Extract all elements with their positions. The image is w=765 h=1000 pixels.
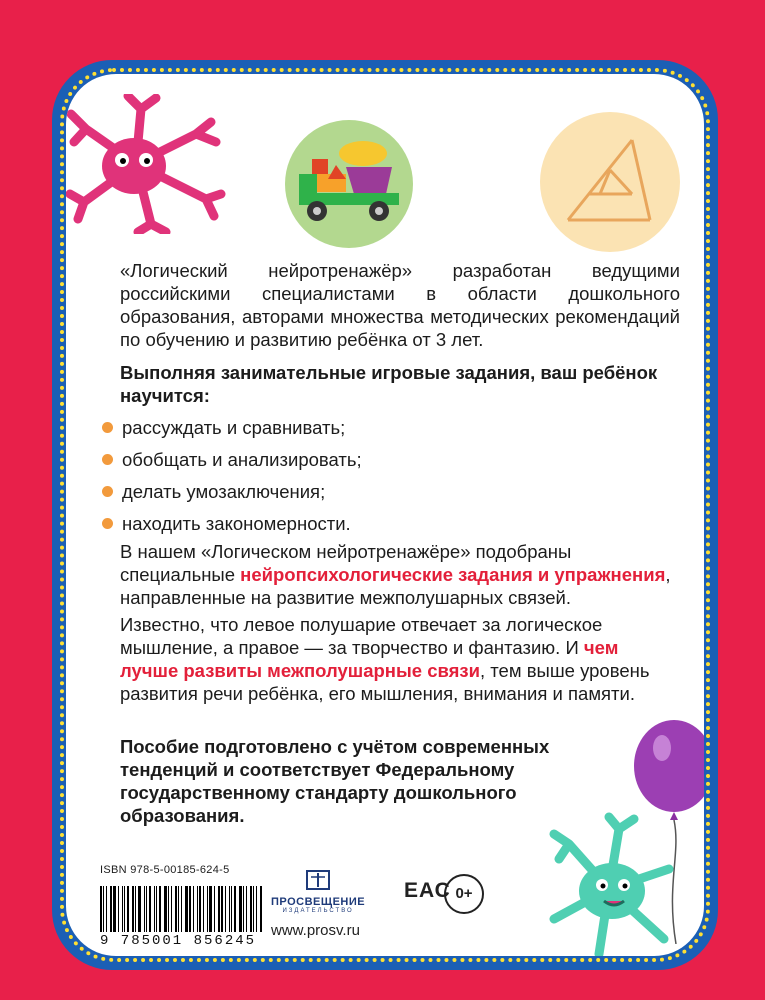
- list-item: делать умозаключения;: [102, 481, 662, 513]
- skills-lead: Выполняя занимательные игровые задания, ваш ребёнок научится:: [120, 362, 658, 406]
- barcode-bar: [253, 886, 254, 932]
- barcode-bar: [207, 886, 208, 932]
- barcode-bar: [135, 886, 136, 932]
- bullet-icon: [102, 486, 113, 497]
- neuro-tasks-paragraph: В нашем «Логическом нейротренажёре» подобраны специальные нейропсихологические задания и упражнения, направленные на развитие межполушарных связей.: [120, 541, 671, 608]
- isbn-number: ISBN 978-5-00185-624-5: [100, 864, 230, 876]
- barcode-bar: [203, 886, 204, 932]
- highlight-text: чем лучше развиты межполушарные связи: [120, 637, 619, 681]
- barcode-bar: [214, 886, 215, 932]
- barcode-bar: [118, 886, 119, 932]
- intro-paragraph: «Логический нейротренажёр» разработан ведущими российскими специалистами в области дошкольного образования, авторами множества методических рекомендаций по обучению и развитию ребёнка от 3 лет.: [120, 260, 680, 350]
- publisher-emblem-icon: [305, 869, 331, 891]
- barcode-bar: [225, 886, 226, 932]
- barcode-digits: 9 785001 856245: [100, 933, 257, 949]
- skills-list: [102, 417, 662, 545]
- barcode-bar: [106, 886, 107, 932]
- barcode-bar: [218, 886, 220, 932]
- publisher-subtitle: ИЗДАТЕЛЬСТВО: [282, 908, 354, 914]
- barcode-bar: [185, 886, 188, 932]
- content-panel: [66, 74, 704, 956]
- barcode-bar: [146, 886, 147, 932]
- barcode-bar: [181, 886, 182, 932]
- bullet-icon: [102, 518, 113, 529]
- barcode-bar: [189, 886, 191, 932]
- age-rating-badge: 0+: [444, 874, 484, 914]
- green-neuron-illustration: [544, 809, 684, 956]
- barcode-bar: [110, 886, 112, 932]
- barcode: [100, 880, 263, 932]
- barcode-bar: [197, 886, 198, 932]
- hemispheres-paragraph: Известно, что левое полушарие отвечает за логическое мышление, а правое — за творчество и фантазию. И чем лучше развиты межполушарные связи, тем выше уровень развития речи ребёнка, его мышления, внимания и памяти.: [120, 614, 650, 704]
- list-item: рассуждать и сравнивать;: [102, 417, 662, 449]
- bullet-icon: [102, 454, 113, 465]
- barcode-bar: [154, 886, 155, 932]
- barcode-bar: [199, 886, 201, 932]
- barcode-bar: [103, 886, 104, 932]
- barcode-bar: [221, 886, 223, 932]
- barcode-bar: [178, 886, 179, 932]
- barcode-bar: [175, 886, 177, 932]
- pink-neuron-illustration: [66, 94, 226, 234]
- barcode-bar: [246, 886, 247, 932]
- barcode-bar: [168, 886, 169, 932]
- publisher-website: www.prosv.ru: [271, 922, 360, 939]
- barcode-bar: [159, 886, 161, 932]
- bullet-icon: [102, 422, 113, 433]
- barcode-bar: [100, 886, 102, 932]
- barcode-bar: [138, 886, 141, 932]
- barcode-bar: [156, 886, 157, 932]
- highlight-text: нейропсихологические задания и упражнения: [240, 564, 666, 585]
- barcode-bar: [229, 886, 230, 932]
- barcode-bar: [260, 886, 262, 932]
- barcode-bar: [250, 886, 252, 932]
- publisher-logo: [271, 869, 365, 914]
- barcode-bar: [164, 886, 167, 932]
- truck-illustration: [284, 119, 414, 249]
- barcode-bar: [171, 886, 172, 932]
- barcode-bar: [127, 886, 129, 932]
- barcode-bar: [144, 886, 145, 932]
- barcode-bar: [239, 886, 242, 932]
- barcode-bar: [132, 886, 134, 932]
- barcode-bar: [124, 886, 125, 932]
- barcode-bar: [256, 886, 257, 932]
- isbn-block: [100, 864, 263, 949]
- standard-paragraph: Пособие подготовлено с учётом современных тенденций и соответствует Федеральному государственному стандарту дошкольного образования.: [120, 736, 550, 826]
- barcode-bar: [122, 886, 123, 932]
- barcode-bar: [243, 886, 244, 932]
- barcode-bar: [113, 886, 116, 932]
- barcode-bar: [209, 886, 212, 932]
- eac-mark: ЕАС: [404, 879, 451, 902]
- publisher-name: ПРОСВЕЩЕНИЕ: [271, 896, 366, 908]
- list-item: обобщать и анализировать;: [102, 449, 662, 481]
- matchstick-puzzle-illustration: [540, 112, 680, 252]
- barcode-bar: [149, 886, 151, 932]
- barcode-bar: [193, 886, 194, 932]
- barcode-bar: [231, 886, 232, 932]
- barcode-bar: [234, 886, 236, 932]
- list-item: находить закономерности.: [102, 513, 662, 545]
